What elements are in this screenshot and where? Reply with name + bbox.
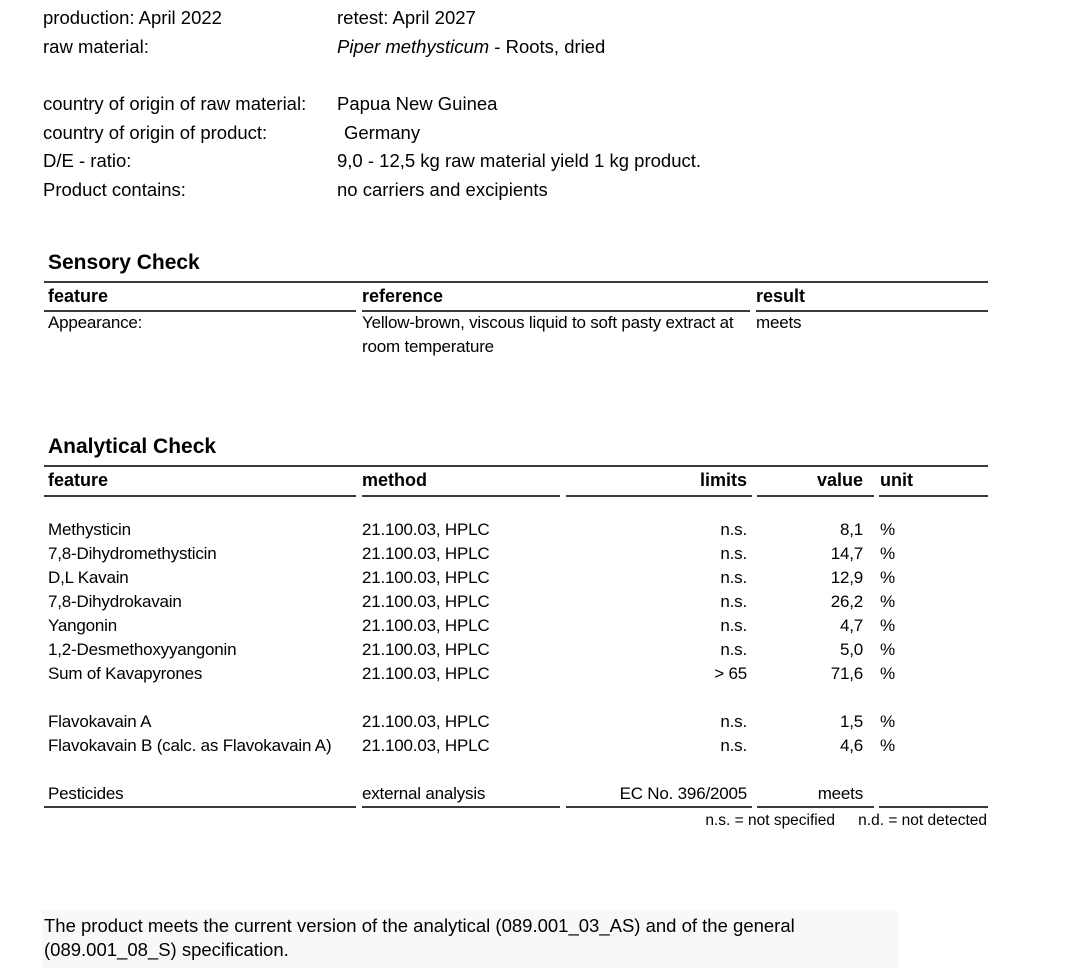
table-row <box>44 710 988 734</box>
analytical-header-limits: limits <box>699 470 747 490</box>
raw-material-form: - Roots, dried <box>489 36 606 57</box>
table-row <box>44 662 988 686</box>
method-cell: external analysis <box>362 784 486 803</box>
analytical-header-method: method <box>362 470 427 490</box>
table-row <box>44 734 988 758</box>
table-row <box>44 614 988 638</box>
method-cell: 21.100.03, HPLC <box>362 520 490 539</box>
analytical-bottom-rule-seg3 <box>566 806 752 808</box>
feature-cell: 7,8-Dihydromethysticin <box>48 544 217 563</box>
limits-cell: > 65 <box>714 664 747 683</box>
origin-raw-material-value: Papua New Guinea <box>337 93 498 114</box>
unit-cell: % <box>880 664 895 683</box>
value-cell: 12,9 <box>830 568 863 587</box>
unit-cell: % <box>880 616 895 635</box>
value-cell: meets <box>817 784 863 803</box>
value-cell: 71,6 <box>830 664 863 683</box>
value-cell: 14,7 <box>830 544 863 563</box>
de-ratio-value: 9,0 - 12,5 kg raw material yield 1 kg product. <box>337 150 702 171</box>
unit-cell: % <box>880 736 895 755</box>
table-row <box>44 542 988 566</box>
unit-cell: % <box>880 568 895 587</box>
method-cell: 21.100.03, HPLC <box>362 568 490 587</box>
feature-cell: Methysticin <box>48 520 131 539</box>
analytical-header-value: value <box>816 470 863 490</box>
info-row-production <box>43 7 476 29</box>
method-cell: 21.100.03, HPLC <box>362 640 490 659</box>
analytical-bottom-rule-seg2 <box>362 806 560 808</box>
info-row-raw-material <box>43 36 605 58</box>
sensory-table-header <box>44 285 988 307</box>
abbreviation-legend <box>44 810 988 832</box>
sensory-result-cell: meets <box>756 313 802 332</box>
info-row-origin-raw-material <box>43 93 497 115</box>
feature-cell: Sum of Kavapyrones <box>48 664 203 683</box>
analytical-header-underline-seg5 <box>879 495 988 497</box>
raw-material-label: raw material: <box>43 36 149 57</box>
sensory-table-top-rule <box>44 281 988 283</box>
analytical-table-header <box>44 469 988 491</box>
sensory-header-reference: reference <box>362 286 444 306</box>
feature-cell: Flavokavain A <box>48 712 152 731</box>
analytical-header-underline-seg2 <box>362 495 560 497</box>
analytical-header-underline-seg1 <box>44 495 356 497</box>
sensory-check-title: Sensory Check <box>48 251 200 274</box>
sensory-header-feature: feature <box>48 286 109 306</box>
analytical-header-unit: unit <box>880 470 913 490</box>
raw-material-value <box>337 36 605 58</box>
method-cell: 21.100.03, HPLC <box>362 616 490 635</box>
table-row <box>44 638 988 662</box>
retest-value: retest: April 2027 <box>337 7 476 28</box>
limits-cell: n.s. <box>720 616 747 635</box>
origin-product-value: Germany <box>344 122 421 143</box>
feature-cell: 7,8-Dihydrokavain <box>48 592 182 611</box>
limits-cell: n.s. <box>720 520 747 539</box>
unit-cell: % <box>880 640 895 659</box>
feature-cell: D,L Kavain <box>48 568 129 587</box>
value-cell: 4,7 <box>839 616 863 635</box>
analytical-check-title: Analytical Check <box>48 435 217 458</box>
product-contains-label: Product contains: <box>43 179 186 200</box>
method-cell: 21.100.03, HPLC <box>362 544 490 563</box>
analytical-table-top-rule <box>44 465 988 467</box>
method-cell: 21.100.03, HPLC <box>362 592 490 611</box>
table-row <box>44 590 988 614</box>
table-row <box>44 518 988 542</box>
analytical-header-underline-seg3 <box>566 495 752 497</box>
feature-cell: Pesticides <box>48 784 124 803</box>
unit-cell: % <box>880 544 895 563</box>
sensory-table-row <box>44 311 988 359</box>
product-contains-value: no carriers and excipients <box>337 179 548 200</box>
feature-cell: Flavokavain B (calc. as Flavokavain A) <box>48 736 332 755</box>
feature-cell: 1,2-Desmethoxyyangonin <box>48 640 237 659</box>
value-cell: 26,2 <box>830 592 863 611</box>
de-ratio-label: D/E - ratio: <box>43 150 132 171</box>
production-label: production: April 2022 <box>43 7 222 28</box>
unit-cell: % <box>880 520 895 539</box>
value-cell: 5,0 <box>839 640 863 659</box>
analytical-bottom-rule-seg4 <box>757 806 874 808</box>
unit-cell <box>874 782 988 806</box>
sensory-feature-cell: Appearance: <box>48 313 143 332</box>
sensory-header-result: result <box>756 286 806 306</box>
specification-statement: The product meets the current version of the analytical (089.001_03_AS) and of the general (089.001_08_S) specification. <box>44 915 795 960</box>
info-row-product-contains <box>43 179 548 201</box>
info-row-origin-product <box>43 122 420 144</box>
feature-cell: Yangonin <box>48 616 117 635</box>
value-cell: 4,6 <box>839 736 863 755</box>
limits-cell: n.s. <box>720 736 747 755</box>
origin-product-label: country of origin of product: <box>43 122 268 143</box>
limits-cell: n.s. <box>720 592 747 611</box>
footnote-not-specified: n.s. = not specified <box>705 812 835 829</box>
limits-cell: n.s. <box>720 712 747 731</box>
analytical-bottom-rule-seg1 <box>44 806 356 808</box>
table-row-pesticides <box>44 782 988 806</box>
method-cell: 21.100.03, HPLC <box>362 736 490 755</box>
sensory-reference-cell: Yellow-brown, viscous liquid to soft pasty extract at room temperature <box>362 313 734 356</box>
species-name: Piper methysticum <box>337 36 490 57</box>
table-row <box>44 566 988 590</box>
method-cell: 21.100.03, HPLC <box>362 712 490 731</box>
analytical-header-underline-seg4 <box>757 495 874 497</box>
analytical-table-body <box>44 518 988 806</box>
origin-raw-material-label: country of origin of raw material: <box>43 93 307 114</box>
analytical-header-feature: feature <box>48 470 109 490</box>
limits-cell: EC No. 396/2005 <box>619 784 747 803</box>
specification-statement-box <box>42 910 898 968</box>
method-cell: 21.100.03, HPLC <box>362 664 490 683</box>
value-cell: 8,1 <box>839 520 863 539</box>
limits-cell: n.s. <box>720 544 747 563</box>
info-row-de-ratio <box>43 150 701 172</box>
limits-cell: n.s. <box>720 568 747 587</box>
limits-cell: n.s. <box>720 640 747 659</box>
unit-cell: % <box>880 712 895 731</box>
value-cell: 1,5 <box>839 712 863 731</box>
unit-cell: % <box>880 592 895 611</box>
footnote-not-detected: n.d. = not detected <box>858 812 987 829</box>
analytical-bottom-rule-seg5 <box>879 806 988 808</box>
